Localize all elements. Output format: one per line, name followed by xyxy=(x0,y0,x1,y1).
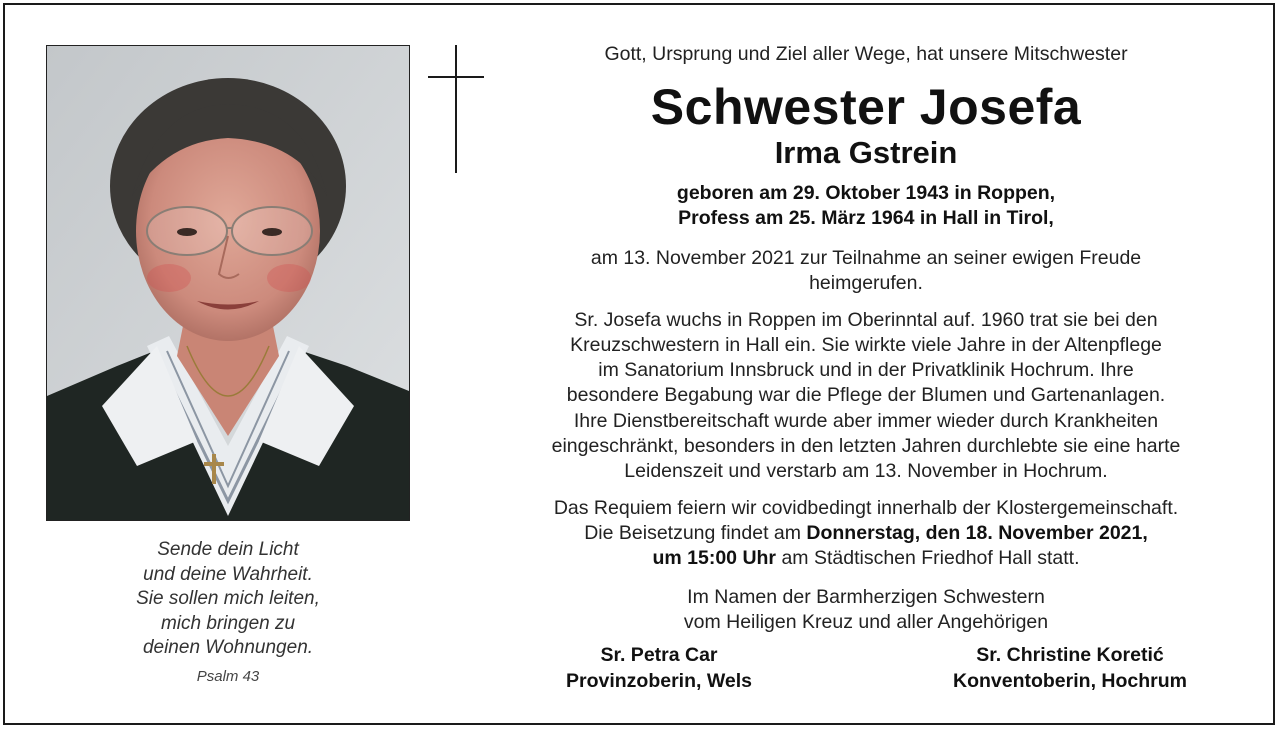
intro-line: Gott, Ursprung und Ziel aller Wege, hat unsere Mitschwester xyxy=(604,43,1128,65)
text-line: eingeschränkt, besonders in den letzten Jahren durchlebte sie eine harte xyxy=(551,435,1181,458)
verse-line: Sie sollen mich leiten, xyxy=(136,588,320,609)
closing-paragraph xyxy=(500,585,1232,636)
signatory-name: Sr. Christine Koretić xyxy=(976,644,1164,666)
text-line: Kreuzschwestern in Hall ein. Sie wirkte viele Jahre in der Altenpflege xyxy=(570,333,1162,356)
life-dates xyxy=(500,181,1232,231)
verse-source: Psalm 43 xyxy=(196,668,260,685)
text-line: Sr. Josefa wuchs in Roppen im Oberinntal auf. 1960 trat sie bei den xyxy=(574,308,1158,331)
text-line: besondere Begabung war die Pflege der Blumen und Gartenanlagen. xyxy=(566,384,1166,407)
text-line: im Sanatorium Innsbruck und in der Privatklinik Hochrum. Ihre xyxy=(598,359,1134,382)
text-line: heimgerufen. xyxy=(809,272,923,295)
text-line: am 13. November 2021 zur Teilnahme an seiner ewigen Freude xyxy=(590,247,1142,269)
obituary-text xyxy=(500,40,1232,635)
funeral-paragraph xyxy=(500,496,1232,572)
text-line: Im Namen der Barmherzigen Schwestern xyxy=(687,585,1045,608)
deceased-name: Schwester Josefa xyxy=(650,79,1082,135)
cross-icon xyxy=(428,45,484,175)
birth-line: geboren am 29. Oktober 1943 in Roppen, xyxy=(676,182,1056,204)
signatory-name: Sr. Petra Car xyxy=(600,644,718,666)
biography-paragraph xyxy=(500,308,1232,485)
portrait-photo xyxy=(46,45,410,521)
verse-line: Sende dein Licht xyxy=(157,539,299,560)
civil-name: Irma Gstrein xyxy=(774,135,958,170)
verse-block xyxy=(46,538,410,661)
burial-date: Donnerstag, den 18. November 2021, xyxy=(806,521,1148,544)
burial-time: um 15:00 Uhr xyxy=(652,547,777,570)
signatory-role: Konventoberin, Hochrum xyxy=(952,669,1187,692)
verse-line: und deine Wahrheit. xyxy=(143,563,313,585)
signature-right xyxy=(930,643,1210,694)
profess-line: Profess am 25. März 1964 in Hall in Tirol, xyxy=(678,207,1054,229)
called-home-paragraph xyxy=(500,246,1232,297)
text-line: vom Heiligen Kreuz und aller Angehörigen xyxy=(683,610,1049,633)
text-line: Ihre Dienstbereitschaft wurde aber immer wieder durch Krankheiten xyxy=(573,409,1159,432)
text-line: Leidenszeit und verstarb am 13. November in Hochrum. xyxy=(624,460,1108,483)
text-line xyxy=(500,521,1232,546)
verse-line: deinen Wohnungen. xyxy=(142,637,314,658)
burial-text: Die Beisetzung findet am xyxy=(584,521,807,544)
signatory-role: Provinzoberin, Wels xyxy=(565,669,752,692)
signature-left xyxy=(520,643,798,694)
text-line: Das Requiem feiern wir covidbedingt innerhalb der Klostergemeinschaft. xyxy=(553,496,1179,519)
burial-place: am Städtischen Friedhof Hall statt. xyxy=(776,547,1080,570)
text-line xyxy=(500,546,1232,571)
verse-line: mich bringen zu xyxy=(160,612,296,634)
